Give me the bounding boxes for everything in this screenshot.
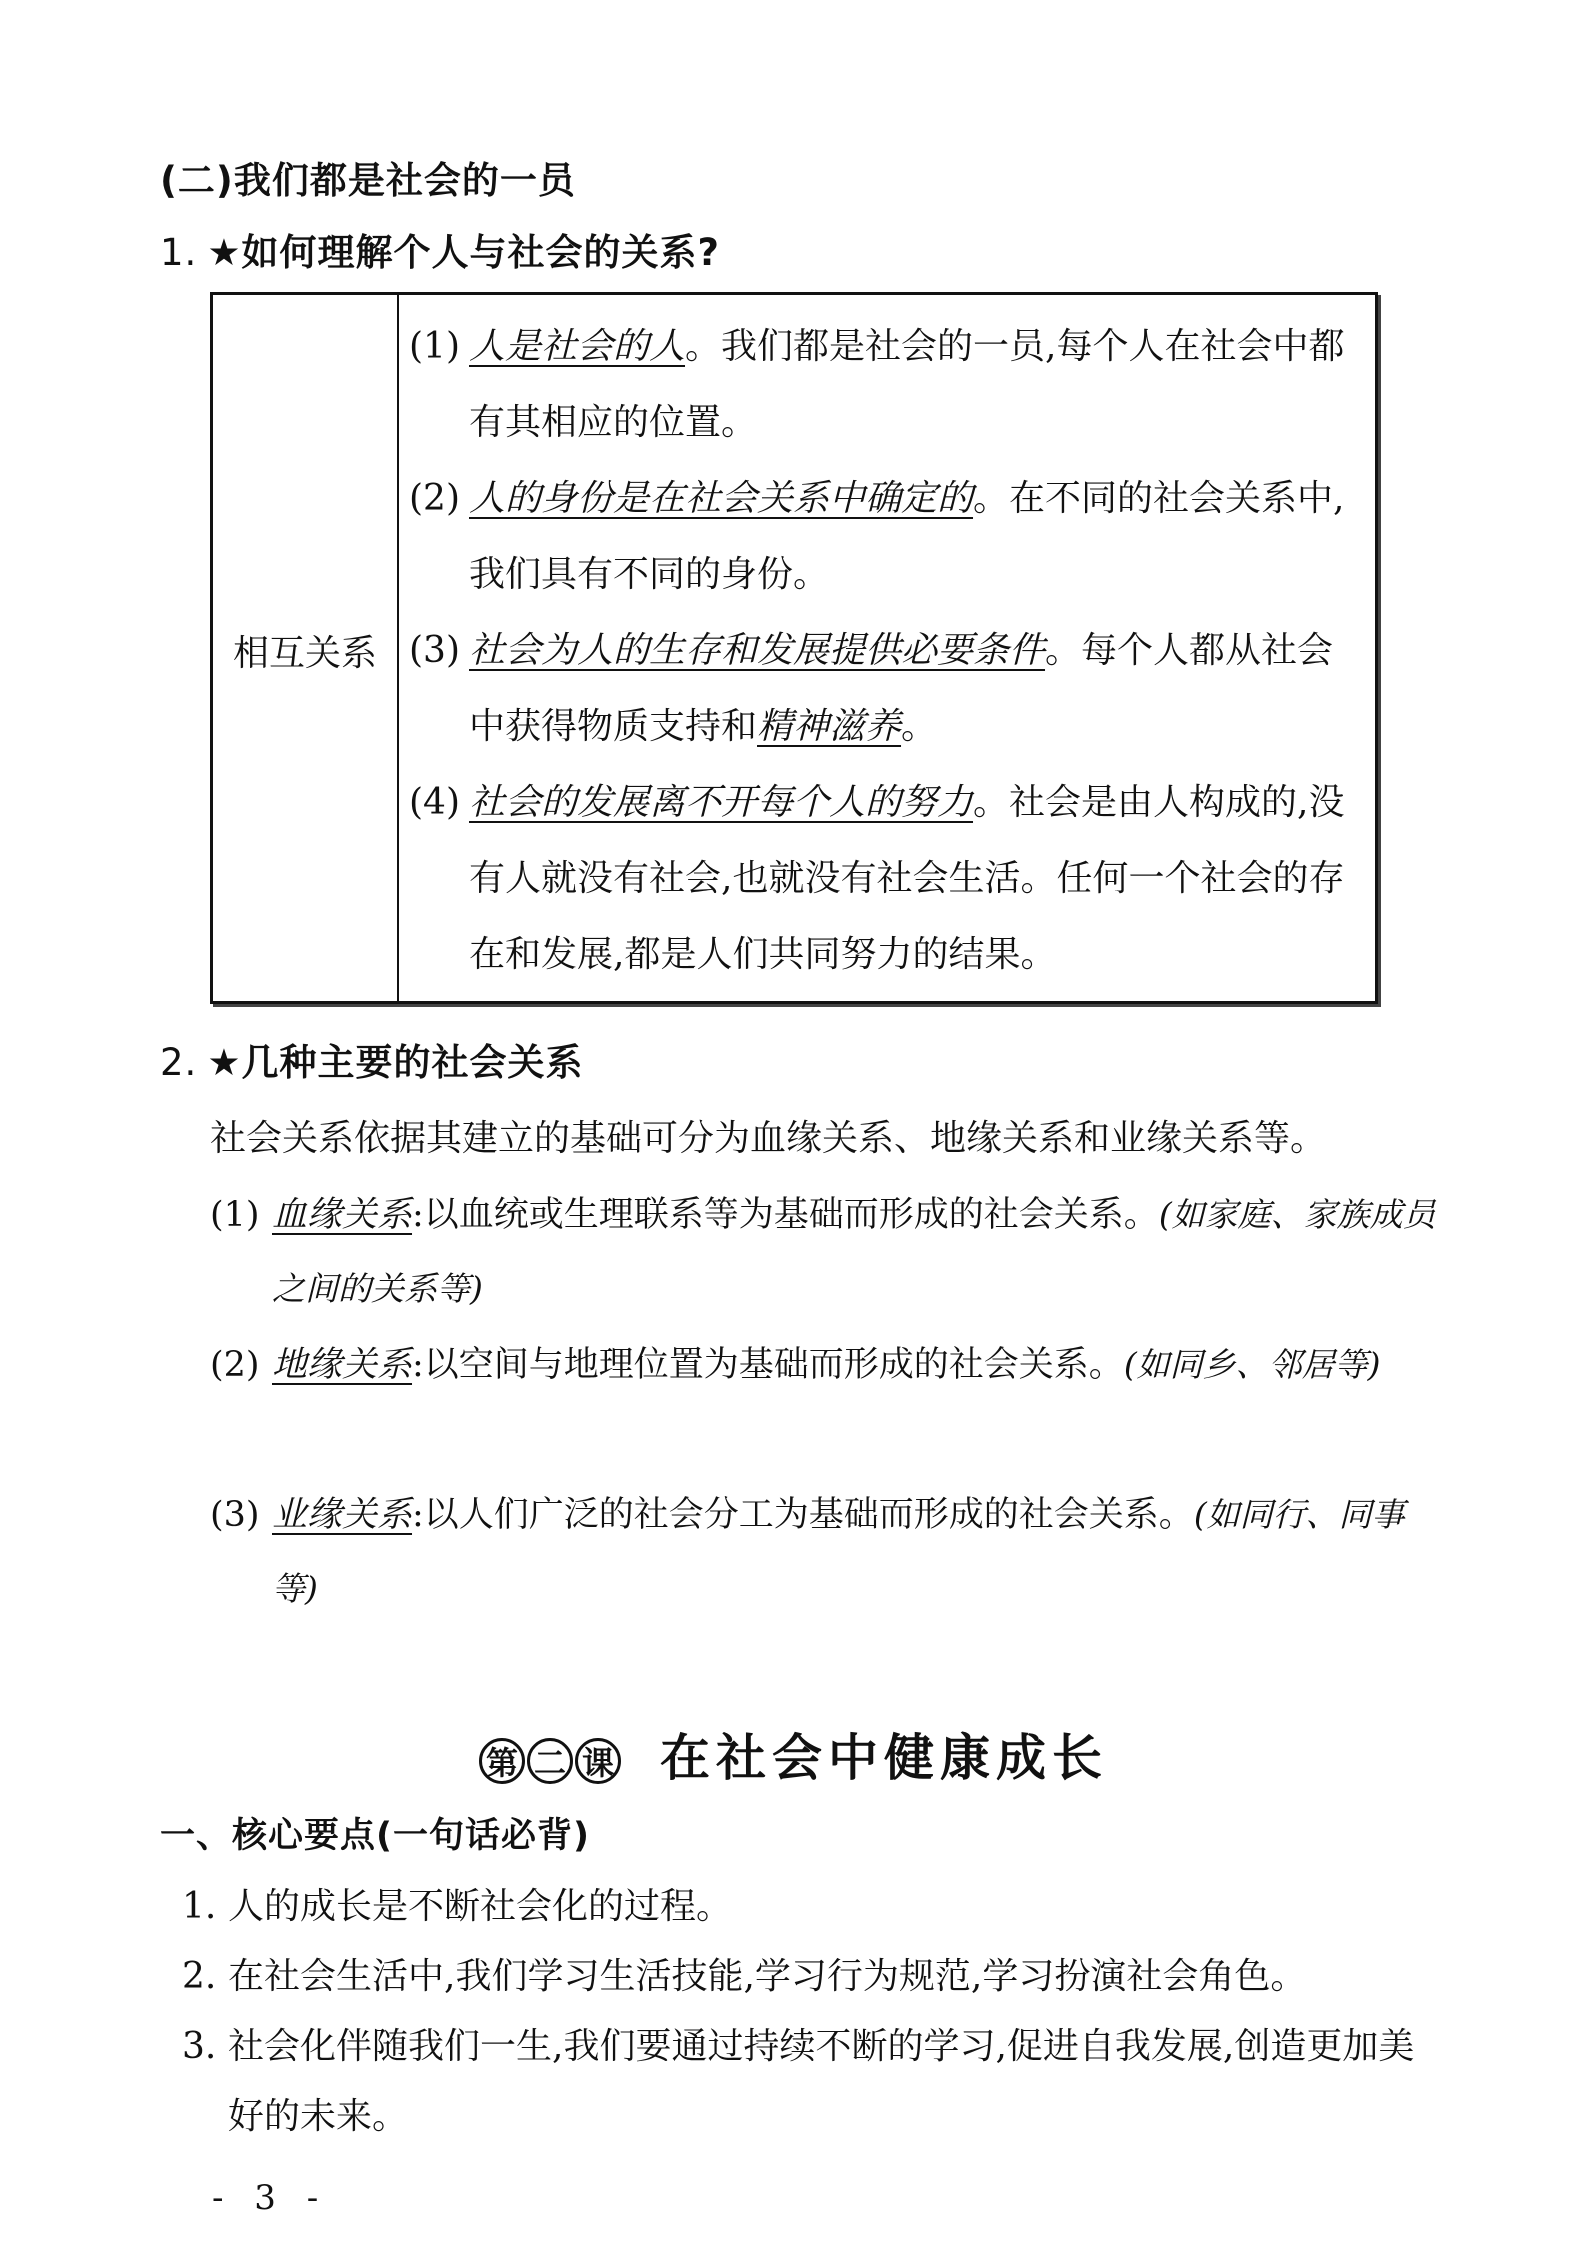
page-number: - 3 - — [212, 2178, 329, 2218]
item-text: 。在不同的社会关系中,我们具有不同的身份。 — [469, 478, 1345, 595]
item-index: 1. — [182, 1886, 217, 1927]
core-point-text: 人的成长是不断社会化的过程。 — [228, 1886, 733, 1927]
item-index: 2. — [182, 1956, 217, 1997]
key-point: 人是社会的人 — [469, 326, 686, 367]
relation-item — [210, 1478, 1438, 1626]
table-item — [409, 613, 1369, 765]
relation-example: (如同乡、邻居等) — [1123, 1345, 1381, 1384]
table-content-cell — [409, 309, 1369, 993]
item-index: (1) — [210, 1195, 260, 1235]
item-index: (3) — [409, 630, 460, 671]
key-point: 社会的发展离不开每个人的努力 — [469, 782, 974, 823]
key-point: 社会为人的生存和发展提供必要条件 — [469, 630, 1046, 671]
item-index: (2) — [210, 1345, 260, 1385]
item-index: (4) — [409, 782, 460, 823]
relation-example: (如家庭、家族成员之间的关系等) — [272, 1195, 1436, 1308]
lesson-badge-char: 课 — [575, 1738, 621, 1784]
relation-definition: :以血统或生理联系等为基础而形成的社会关系。 — [412, 1195, 1159, 1235]
relation-term: 血缘关系 — [272, 1195, 413, 1235]
item-index: (2) — [409, 478, 460, 519]
question-title: ★几种主要的社会关系 — [207, 1041, 584, 1084]
table-item — [409, 461, 1369, 613]
item-text: 。社会是由人构成的,没有人就没有社会,也就没有社会生活。任何一个社会的存在和发展,都是人们共同努力的结果。 — [469, 782, 1345, 975]
table-row-label: 相互关系 — [232, 633, 377, 674]
core-points-heading: 一、核心要点(一句话必背) — [160, 1816, 590, 1856]
item-index: 3. — [182, 2026, 217, 2067]
lesson-title-text: 在社会中健康成长 — [660, 1729, 1108, 1787]
lesson-badge — [478, 1733, 622, 1784]
core-point-item — [182, 2012, 1422, 2152]
key-point: 精神滋养 — [757, 706, 902, 747]
table-divider — [397, 295, 399, 1001]
item-index: (1) — [409, 326, 460, 367]
item-text: 。我们都是社会的一员,每个人在社会中都有其相应的位置。 — [469, 326, 1345, 443]
table-item — [409, 765, 1369, 993]
lesson-badge-number: 二 — [527, 1738, 573, 1784]
relation-definition: :以人们广泛的社会分工为基础而形成的社会关系。 — [412, 1495, 1194, 1535]
relation-definition: :以空间与地理位置为基础而形成的社会关系。 — [412, 1345, 1124, 1385]
relationship-table — [210, 292, 1378, 1004]
question-2-heading — [160, 1032, 583, 1086]
item-text: 。每个人都从社会中获得物质支持和 — [469, 630, 1334, 747]
question-number: 1. — [160, 231, 198, 274]
item-text: 。 — [901, 706, 938, 747]
relation-item — [210, 1328, 1438, 1402]
question-title: ★如何理解个人与社会的关系? — [207, 231, 720, 274]
lesson-title — [0, 1718, 1586, 1790]
relation-item — [210, 1178, 1438, 1326]
item-index: (3) — [210, 1495, 260, 1535]
core-point-text: 社会化伴随我们一生,我们要通过持续不断的学习,促进自我发展,创造更加美好的未来。 — [228, 2026, 1415, 2137]
key-point: 人的身份是在社会关系中确定的 — [469, 478, 974, 519]
relation-term: 业缘关系 — [272, 1495, 413, 1535]
relations-intro: 社会关系依据其建立的基础可分为血缘关系、地缘关系和业缘关系等。 — [210, 1118, 1327, 1159]
lesson-badge-char: 第 — [479, 1738, 525, 1784]
question-number: 2. — [160, 1041, 198, 1084]
relation-term: 地缘关系 — [272, 1345, 413, 1385]
core-point-item — [182, 1872, 1422, 1942]
question-1-heading — [160, 222, 720, 276]
relation-example: (如同行、同事等) — [272, 1495, 1405, 1608]
section-heading: (二)我们都是社会的一员 — [160, 159, 576, 202]
core-point-item — [182, 1942, 1422, 2012]
table-item — [409, 309, 1369, 461]
core-point-text: 在社会生活中,我们学习生活技能,学习行为规范,学习扮演社会角色。 — [228, 1956, 1307, 1997]
